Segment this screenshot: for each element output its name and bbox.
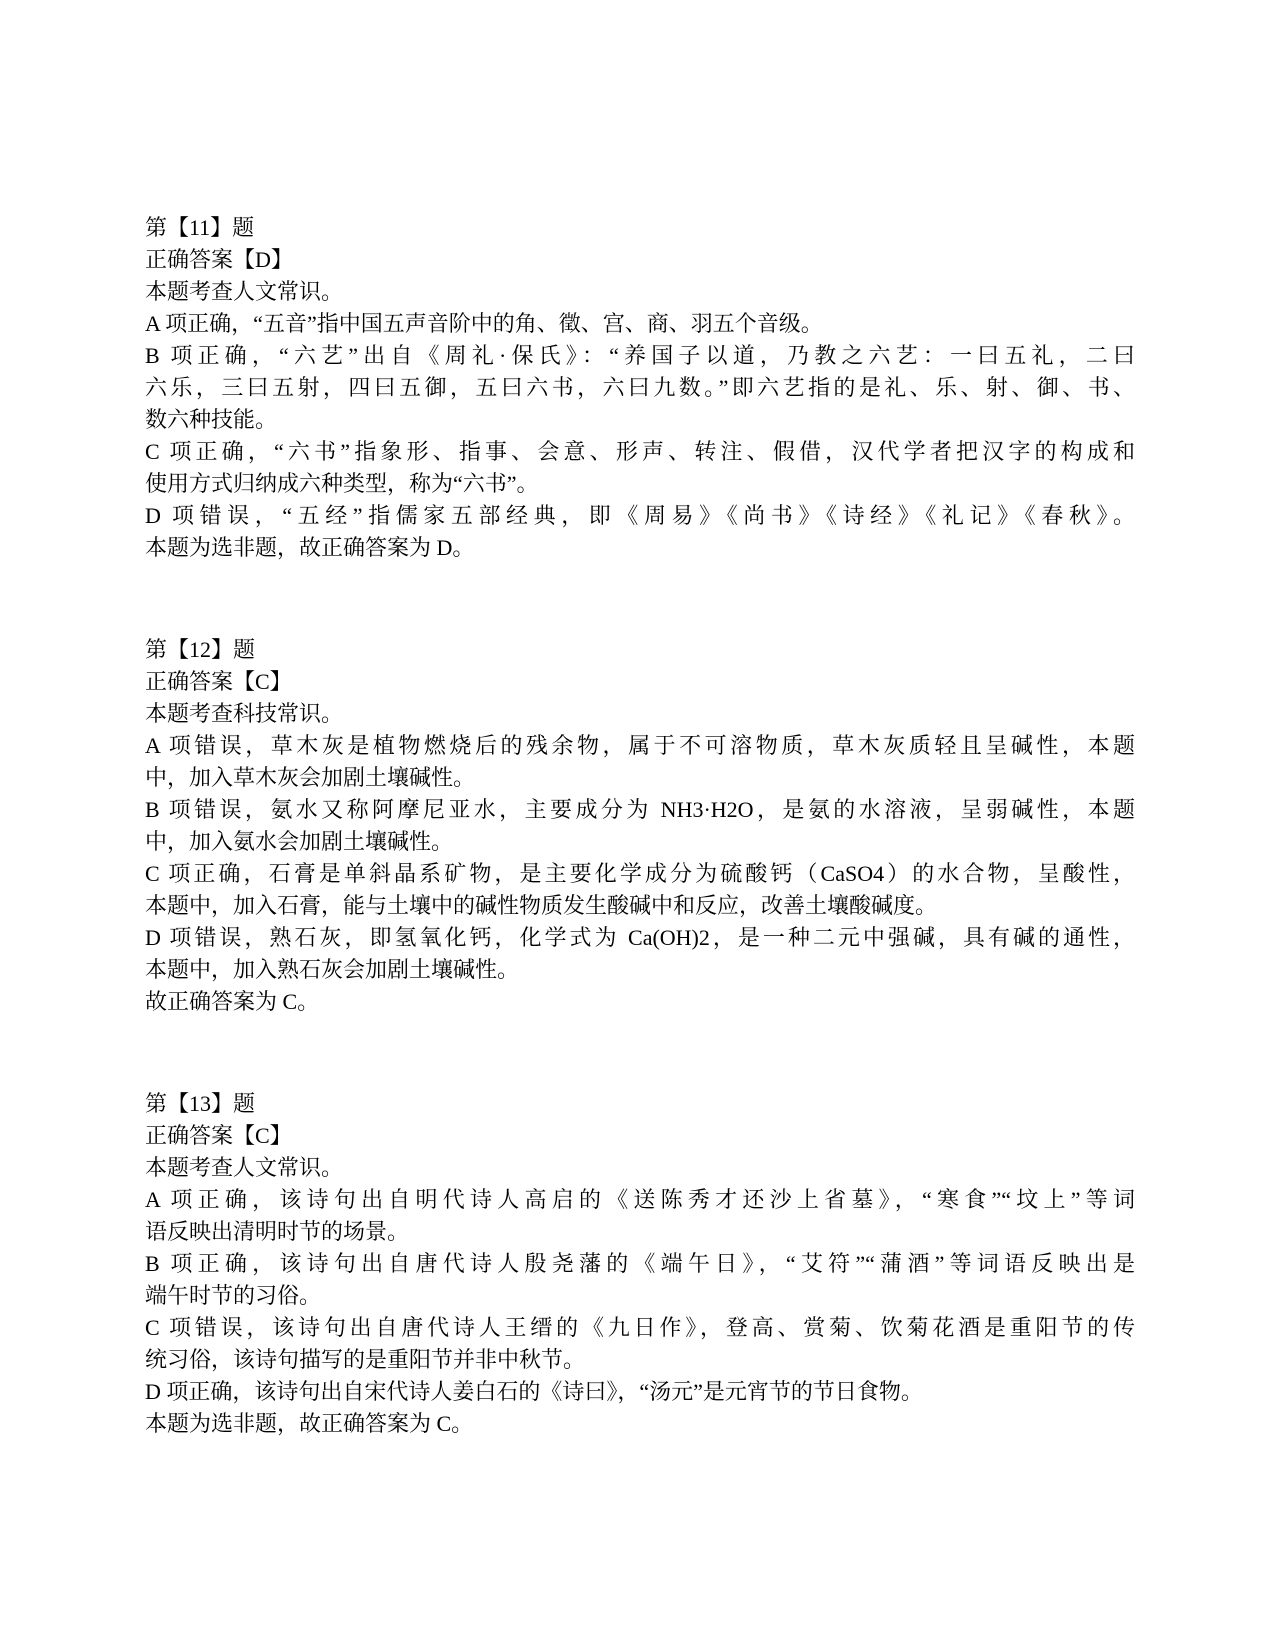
explanation-line: 本题中，加入石膏，能与土壤中的碱性物质发生酸碱中和反应，改善土壤酸碱度。: [145, 893, 938, 918]
explanation-line: D 项正确，该诗句出自宋代诗人姜白石的《诗曰》，“汤元”是元宵节的节日食物。: [145, 1379, 923, 1404]
explanation-line: 使用方式归纳成六种类型，称为“六书”。: [145, 471, 539, 496]
correct-answer-line: 正确答案【C】: [145, 669, 292, 694]
explanation-line: 数六种技能。: [145, 407, 278, 432]
explanation-line: 本题为选非题，故正确答案为 D。: [145, 535, 475, 560]
question-13-section: [145, 1088, 1135, 1440]
explanation-line: 端午时节的习俗。: [145, 1283, 322, 1308]
correct-answer-line: 正确答案【C】: [145, 1123, 292, 1148]
explanation-line: A 项错误，草木灰是植物燃烧后的残余物，属于不可溶物质，草木灰质轻且呈碱性，本题: [145, 733, 1135, 758]
document-content: [145, 212, 1135, 1510]
explanation-line: 统习俗，该诗句描写的是重阳节并非中秋节。: [145, 1347, 586, 1372]
explanation-line: 本题中，加入熟石灰会加剧土壤碱性。: [145, 957, 520, 982]
explanation-line: 本题考查科技常识。: [145, 701, 344, 726]
explanation-line: D 项错误，“五经”指儒家五部经典，即《周易》《尚书》《诗经》《礼记》《春秋》。: [145, 503, 1135, 528]
explanation-line: 中，加入草木灰会加剧土壤碱性。: [145, 765, 476, 790]
explanation-line: B 项正确，“六艺”出自《周礼·保氏》：“养国子以道，乃教之六艺：一曰五礼，二曰: [145, 343, 1135, 368]
question-title: 第【11】题: [145, 215, 255, 240]
question-title: 第【13】题: [145, 1091, 256, 1116]
explanation-line: A 项正确，该诗句出自明代诗人高启的《送陈秀才还沙上省墓》，“寒食”“坟上”等词: [145, 1187, 1135, 1212]
explanation-line: 故正确答案为 C。: [145, 989, 320, 1014]
explanation-line: C 项错误，该诗句出自唐代诗人王缙的《九日作》，登高、赏菊、饮菊花酒是重阳节的传: [145, 1315, 1135, 1340]
explanation-line: 本题为选非题，故正确答案为 C。: [145, 1411, 474, 1436]
question-11-section: [145, 212, 1135, 564]
explanation-line: 本题考查人文常识。: [145, 279, 344, 304]
correct-answer-line: 正确答案【D】: [145, 247, 293, 272]
explanation-line: 语反映出清明时节的场景。: [145, 1219, 410, 1244]
explanation-line: D 项错误，熟石灰，即氢氧化钙，化学式为 Ca(OH)2，是一种二元中强碱，具有碱的通性，: [145, 925, 1135, 950]
explanation-line: C 项正确，“六书”指象形、指事、会意、形声、转注、假借，汉代学者把汉字的构成和: [145, 439, 1135, 464]
question-title: 第【12】题: [145, 637, 256, 662]
question-12-section: [145, 634, 1135, 1018]
explanation-line: C 项正确，石膏是单斜晶系矿物，是主要化学成分为硫酸钙（CaSO4）的水合物，呈酸性，: [145, 861, 1135, 886]
explanation-line: 中，加入氨水会加剧土壤碱性。: [145, 829, 454, 854]
explanation-line: B 项错误，氨水又称阿摩尼亚水，主要成分为 NH3·H2O，是氨的水溶液，呈弱碱性，本题: [145, 797, 1135, 822]
explanation-line: A 项正确，“五音”指中国五声音阶中的角、徵、宫、商、羽五个音级。: [145, 311, 823, 336]
explanation-line: 本题考查人文常识。: [145, 1155, 344, 1180]
explanation-line: B 项正确，该诗句出自唐代诗人殷尧藩的《端午日》，“艾符”“蒲酒”等词语反映出是: [145, 1251, 1135, 1276]
explanation-line: 六乐，三曰五射，四曰五御，五曰六书，六曰九数。”即六艺指的是礼、乐、射、御、书、: [145, 375, 1135, 400]
